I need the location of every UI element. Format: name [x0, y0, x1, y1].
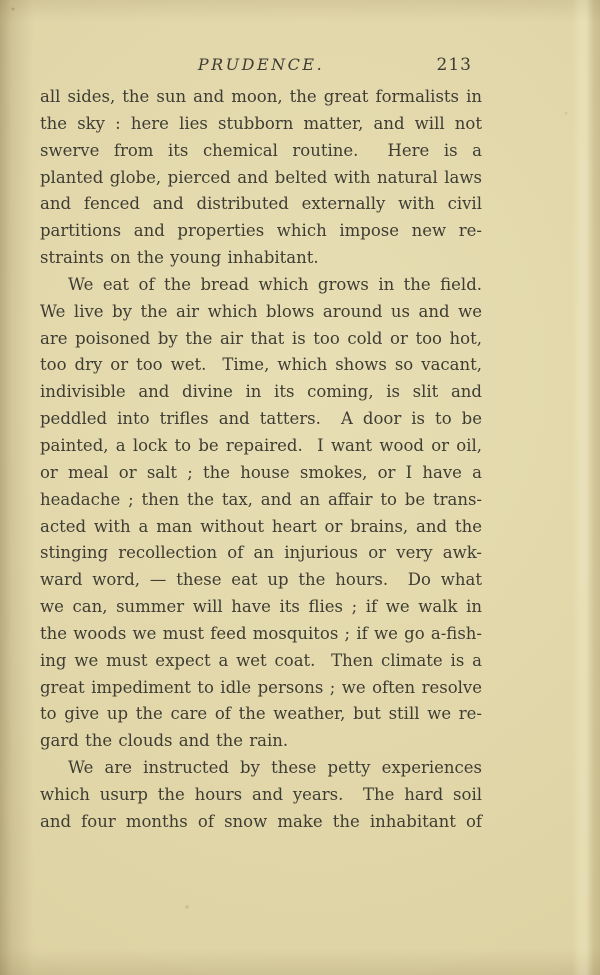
running-title: PRUDENCE. — [197, 55, 325, 74]
text-line: indivisible and divine in its coming, is slit and — [40, 382, 482, 402]
text-line: are poisoned by the air that is too cold or too hot, — [40, 328, 482, 348]
text-line: headache ; then the tax, and an affair to be trans- — [40, 489, 482, 509]
text-line: great impediment to idle persons ; we often resolve — [40, 677, 482, 697]
text-line: acted with a man without heart or brains, and the — [40, 516, 482, 536]
text-line: planted globe, pierced and belted with natural laws — [40, 167, 482, 187]
text-line: and fenced and distributed externally with civil — [40, 194, 482, 214]
text-line: swerve from its chemical routine. Here is a — [40, 140, 482, 160]
text-line: and four months of snow make the inhabitant of — [40, 811, 482, 831]
page-number: 213 — [436, 55, 472, 75]
text-line: too dry or too wet. Time, which shows so vacant, — [40, 355, 482, 375]
text-line: straints on the young inhabitant. — [40, 248, 319, 268]
text-line: the sky : here lies stubborn matter, and will not — [40, 113, 482, 133]
text-line: or meal or salt ; the house smokes, or I have a — [40, 462, 482, 482]
text-line: We eat of the bread which grows in the field. — [68, 274, 482, 294]
text-line: the woods we must feed mosquitos ; if we go a-fish- — [40, 623, 482, 643]
text-line: We are instructed by these petty experiences — [68, 758, 482, 778]
text-line: ward word, — these eat up the hours. Do what — [40, 570, 482, 590]
text-line: ing we must expect a wet coat. Then climate is a — [40, 650, 482, 670]
page-body — [40, 84, 482, 836]
text-line: which usurp the hours and years. The hard soil — [40, 784, 482, 804]
text-line: peddled into trifles and tatters. A door is to be — [40, 409, 482, 429]
text-line: We live by the air which blows around us and we — [40, 301, 482, 321]
text-line: all sides, the sun and moon, the great formalists in — [40, 87, 482, 106]
text-line: partitions and properties which impose new re- — [40, 221, 482, 241]
page-header — [40, 55, 482, 79]
text-line: stinging recollection of an injurious or very awk- — [40, 543, 482, 563]
text-line: to give up the care of the weather, but still we re- — [40, 704, 482, 724]
text-line: painted, a lock to be repaired. I want wood or oil, — [40, 435, 482, 455]
text-line: we can, summer will have its flies ; if we walk in — [40, 597, 482, 617]
text-line: gard the clouds and the rain. — [40, 731, 289, 751]
